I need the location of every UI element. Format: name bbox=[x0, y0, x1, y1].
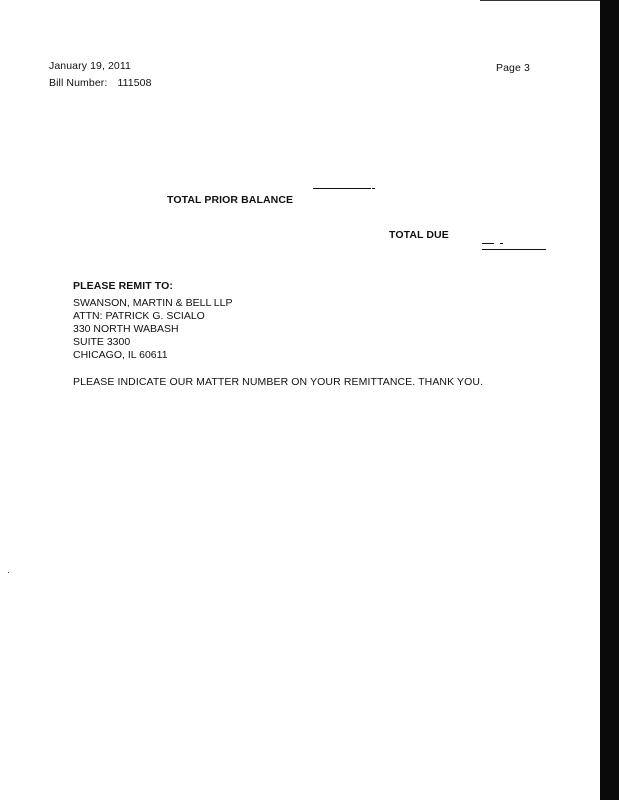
remit-address-line: SWANSON, MARTIN & BELL LLP bbox=[73, 297, 233, 309]
scanner-top-line bbox=[480, 0, 600, 1]
remit-address bbox=[73, 297, 233, 362]
total-due-dash bbox=[482, 243, 494, 244]
bill-number-label: Bill Number: bbox=[49, 77, 108, 89]
remit-heading: PLEASE REMIT TO: bbox=[73, 280, 173, 292]
total-due-tick bbox=[500, 243, 503, 244]
bill-number-value: 111508 bbox=[117, 77, 152, 89]
total-due-amount-line bbox=[482, 249, 546, 250]
prior-balance-line-tick bbox=[372, 188, 375, 189]
remit-address-line: 330 NORTH WABASH bbox=[73, 323, 179, 335]
total-prior-balance-label: TOTAL PRIOR BALANCE bbox=[167, 194, 294, 206]
bill-date: January 19, 2011 bbox=[49, 60, 131, 72]
total-due-label: TOTAL DUE bbox=[389, 229, 449, 241]
scan-speck bbox=[8, 572, 9, 573]
remit-address-line: SUITE 3300 bbox=[73, 336, 131, 348]
prior-balance-amount-line bbox=[313, 188, 371, 189]
remit-address-line: CHICAGO, IL 60611 bbox=[73, 349, 168, 361]
remittance-note: PLEASE INDICATE OUR MATTER NUMBER ON YOUR REMITTANCE. THANK YOU. bbox=[73, 376, 484, 388]
bill-number-row bbox=[49, 78, 152, 89]
scanner-edge-border bbox=[600, 0, 619, 800]
remit-address-line: ATTN: PATRICK G. SCIALO bbox=[73, 310, 205, 322]
page-number: Page 3 bbox=[496, 62, 530, 74]
